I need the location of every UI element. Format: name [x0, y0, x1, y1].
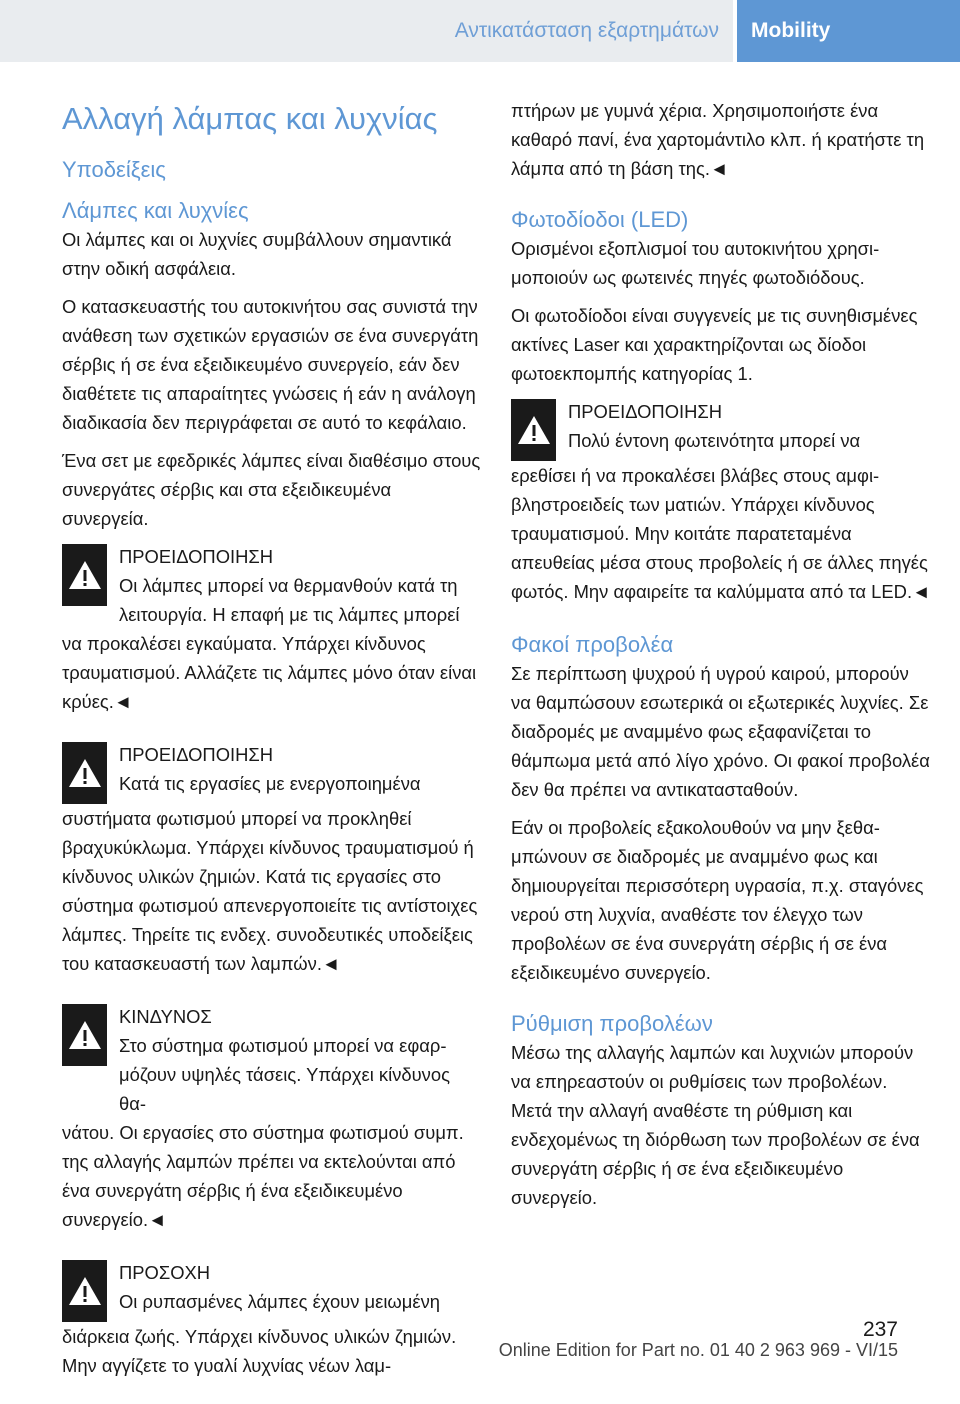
chapter-tab: Mobility	[737, 0, 960, 62]
paragraph: Εάν οι προβολείς εξακολουθούν να μην ξεθαμπώνουν σε διαδρομές με αναμμένο φως και δημιουργείται περισσότερη υγρασία, π.χ. σταγόνες νερού στη λυχνία, αναθέστε τον έλεγχο των προβολέων σε ένα συνεργάτη σέρβις ή σε ένα εξειδικευμένο συνεργείο.	[511, 817, 924, 983]
heading-lamps: Λάμπες και λυχνίες	[62, 198, 249, 223]
danger-text: Στο σύστημα φωτισμού μπορεί να εφαρμόζουν υψηλές τάσεις. Υπάρχει κίνδυνος θα-	[119, 1035, 450, 1114]
warning-block	[62, 542, 482, 716]
paragraph: πτήρων με γυμνά χέρια. Χρησιμοποιήστε ένα καθαρό πανί, ένα χαρτομάντιλο κλπ. ή κρατήστε τη λάμπα από τη βάση της.◄	[511, 100, 925, 179]
section-title: Αντικατάσταση εξαρτημάτων	[0, 0, 733, 62]
page-header	[0, 0, 960, 62]
warning-text: Οι λάμπες μπορεί να θερμανθούν κατά τη λειτουργία. Η επαφή με τις λάμπες μπορεί	[119, 575, 460, 625]
edition-note: Online Edition for Part no. 01 40 2 963 969 - VI/15	[498, 1340, 898, 1360]
heading-headlight-adjustment: Ρύθμιση προβολέων	[511, 1011, 713, 1036]
warning-text: να προκαλέσει εγκαύματα. Υπάρχει κίνδυνος τραυματισμού. Αλλάζετε τις λάμπες μόνο όταν είναι κρύες.◄	[62, 633, 477, 712]
paragraph: Σε περίπτωση ψυχρού ή υγρού καιρού, μπορούν να θαμπώσουν εσωτερικά οι εξωτερικές λυχνίες. Σε διαδρομές με αναμμένο φως εξαφανίζεται το θάμπωμα μετά από λίγο χρόνο. Οι φακοί προβολέα δεν θα πρέπει να αντικατασταθούν.	[511, 663, 930, 800]
heading-led: Φωτοδίοδοι (LED)	[511, 207, 689, 232]
caution-title: ΠΡΟΣΟΧΗ	[119, 1262, 211, 1283]
warning-text: ερεθίσει ή να προκαλέσει βλάβες στους αμφιβληστροειδείς των ματιών. Υπάρχει κίνδυνος τραυματισμού. Μην κοιτάτε παρατεταμένα απευθείας μέσα στους προβολείς ή σε άλλες πηγές φωτός. Μην αφαιρείτε τα καλύμματα από τα LED.◄	[511, 465, 931, 602]
warning-title: ΠΡΟΕΙΔΟΠΟΙΗΣΗ	[119, 744, 274, 765]
warning-title: ΠΡΟΕΙΔΟΠΟΙΗΣΗ	[119, 546, 274, 567]
danger-title: ΚΙΝΔΥΝΟΣ	[119, 1006, 212, 1027]
warning-block	[62, 740, 482, 978]
heading-headlight-lenses: Φακοί προβολέα	[511, 632, 674, 657]
danger-text: νάτου. Οι εργασίες στο σύστημα φωτισμού συμπ. της αλλαγής λαμπών πρέπει να εκτελούνται από ένα συνεργάτη σέρβις ή ένα εξειδικευμένο συνεργείο.◄	[62, 1122, 464, 1230]
paragraph: Οι λάμπες και οι λυχνίες συμβάλλουν σημαντικά στην οδική ασφάλεια.	[62, 229, 452, 279]
subtitle-hints: Υποδείξεις	[62, 157, 166, 182]
danger-block	[62, 1002, 482, 1234]
paragraph: Ορισμένοι εξοπλισμοί του αυτοκινήτου χρησιμοποιούν ως φωτεινές πηγές φωτοδιόδους.	[511, 238, 880, 288]
paragraph: Ο κατασκευαστής του αυτοκινήτου σας συνιστά την ανάθεση των σχετικών εργασιών σε ένα συνεργάτη σέρβις ή σε ένα εξειδικευμένο συνεργείο, εάν δεν διαθέτετε τις απαραίτητες γνώσεις ή εάν η ανάλογη διαδικασία δεν περιγράφεται σε αυτό το κεφάλαιο.	[62, 296, 479, 433]
page-number: 237	[862, 1318, 898, 1341]
caution-text: διάρκεια ζωής. Υπάρχει κίνδυνος υλικών ζημιών. Μην αγγίζετε το γυαλί λυχνίας νέων λαμ-	[62, 1326, 457, 1376]
warning-triangle-icon	[511, 399, 556, 461]
left-column	[62, 100, 482, 1404]
paragraph: Μέσω της αλλαγής λαμπών και λυχνιών μπορούν να επηρεαστούν οι ρυθμίσεις των προβολέων. Μετά την αλλαγή αναθέστε τη ρύθμιση και ενδεχομένως τη διόρθωση των προβολέων σε ένα συνεργάτη σέρβις ή σε ένα εξειδικευμένο συνεργείο.	[511, 1042, 920, 1208]
paragraph: Ένα σετ με εφεδρικές λάμπες είναι διαθέσιμο στους συνεργάτες σέρβις και στα εξειδικευμένα συνεργεία.	[62, 450, 481, 529]
page-footer	[0, 1318, 960, 1362]
warning-text: συστήματα φωτισμού μπορεί να προκληθεί βραχυκύκλωμα. Υπάρχει κίνδυνος τραυματισμού ή κίνδυνος υλικών ζημιών. Κατά τις εργασίες στο σύστημα φωτισμού απενεργοποιείτε τις αντίστοιχες λάμπες. Τηρείτε τις ενδεχ. συνοδευτικές υποδείξεις του κατασκευαστή των λαμπών.◄	[62, 808, 478, 974]
warning-triangle-icon	[62, 742, 107, 804]
warning-text: Κατά τις εργασίες με ενεργοποιημένα	[119, 773, 421, 794]
warning-title: ΠΡΟΕΙΔΟΠΟΙΗΣΗ	[568, 401, 723, 422]
caution-text: Οι ρυπασμένες λάμπες έχουν μειωμένη	[119, 1291, 441, 1312]
warning-block	[511, 397, 931, 606]
page-title: Αλλαγή λάμπας και λυχνίας	[62, 101, 438, 136]
paragraph: Οι φωτοδίοδοι είναι συγγενείς με τις συνηθισμένες ακτίνες Laser και χαρακτηρίζονται ως δίοδοι φωτοεκπομπής κατηγορίας 1.	[511, 305, 918, 384]
right-column	[511, 96, 931, 1221]
warning-text: Πολύ έντονη φωτεινότητα μπορεί να	[568, 430, 861, 451]
warning-triangle-icon	[62, 544, 107, 606]
warning-triangle-icon	[62, 1004, 107, 1066]
warning-triangle-icon	[62, 1260, 107, 1322]
